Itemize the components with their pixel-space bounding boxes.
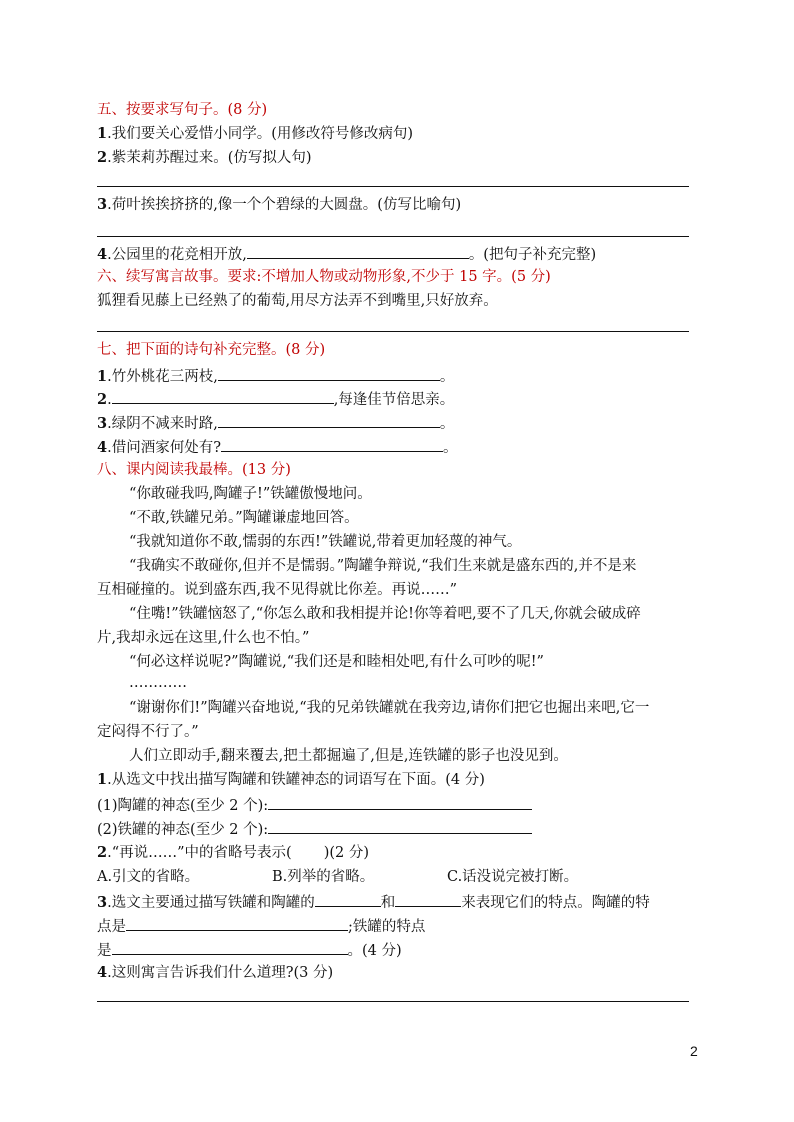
section-7-heading: 七、把下面的诗句补充完整。(8 分) (97, 342, 326, 358)
q-text: 来表现它们的特点。陶罐的特 (461, 895, 650, 911)
passage-paragraph: “我确实不敢碰你,但并不是懦弱。”陶罐争辩说,“我们生来就是盛东西的,并不是来 (129, 558, 637, 574)
fill-blank[interactable] (218, 365, 440, 381)
q-text: (2)铁罐的神态(至少 2 个): (97, 822, 269, 838)
page-number: 2 (690, 1043, 698, 1059)
passage-paragraph: 互相碰撞的。说到盛东西,我不见得就比你差。再说……” (97, 582, 458, 598)
s6-prompt: 狐狸看见藤上已经熟了的葡萄,用尽方法弄不到嘴里,只好放弃。 (97, 293, 498, 309)
q-number: 3 (97, 196, 108, 213)
q-number: 1 (97, 771, 108, 788)
s5-question-4 (97, 243, 596, 265)
passage-paragraph: “何必这样说呢?”陶罐说,“我们还是和睦相处吧,有什么可吵的呢!” (129, 654, 544, 670)
q-number: 3 (97, 894, 108, 911)
fill-blank[interactable] (112, 939, 348, 955)
passage-paragraph: 定闷得不行了。” (97, 724, 199, 740)
q-number: 4 (97, 439, 108, 456)
q-text: 。(4 分) (347, 943, 402, 959)
q-text: 。 (439, 416, 455, 432)
section-6-heading: 六、续写寓言故事。要求:不增加人物或动物形象,不少于 15 字。(5 分) (97, 269, 551, 285)
s8-question-3 (97, 891, 650, 913)
q-text: .绿阴不减来时路, (107, 416, 218, 432)
fill-blank[interactable] (268, 794, 532, 810)
q-text: .借问酒家何处有? (107, 440, 221, 456)
q-number: 4 (97, 246, 108, 263)
q-text: 和 (380, 895, 396, 911)
q-text: )(2 分) (323, 845, 369, 861)
q-text: 。(把句子补充完整) (468, 247, 597, 263)
s8-question-2-options (97, 867, 578, 887)
q-text: .竹外桃花三两枝, (107, 369, 218, 385)
q-number: 2 (97, 391, 108, 408)
passage-paragraph: “你敢碰我吗,陶罐子!”铁罐傲慢地问。 (129, 486, 372, 502)
q-text: ,每逢佳节倍思亲。 (333, 392, 455, 408)
q-number: 2 (97, 149, 108, 166)
passage-paragraph: “我就知道你不敢,懦弱的东西!”铁罐说,带着更加轻蔑的神气。 (129, 534, 522, 550)
q-number: 3 (97, 415, 108, 432)
answer-line[interactable] (97, 236, 689, 237)
option-b[interactable]: B.列举的省略。 (272, 869, 375, 885)
q-text: .荷叶挨挨挤挤的,像一个个碧绿的大圆盘。(仿写比喻句) (107, 197, 462, 213)
fill-blank[interactable] (112, 388, 334, 404)
q-number: 4 (97, 964, 108, 981)
answer-line[interactable] (97, 331, 689, 332)
q-text: .选文主要通过描写铁罐和陶罐的 (107, 895, 315, 911)
s7-poem-2 (97, 388, 454, 410)
option-c[interactable]: C.话没说完被打断。 (447, 869, 579, 885)
s8-question-1a (97, 794, 532, 816)
q-text: 。 (439, 369, 455, 385)
fill-blank[interactable] (315, 891, 381, 907)
s5-question-1 (97, 124, 413, 144)
q-text: .这则寓言告诉我们什么道理?(3 分) (107, 965, 334, 981)
q-text: .从选文中找出描写陶罐和铁罐神态的词语写在下面。(4 分) (107, 772, 485, 788)
s7-poem-3 (97, 412, 454, 434)
q-text: .紫茉莉苏醒过来。(仿写拟人句) (107, 150, 312, 166)
s8-question-3-line2 (97, 915, 425, 937)
fill-blank[interactable] (218, 412, 440, 428)
s8-question-1 (97, 770, 485, 790)
section-5-heading: 五、按要求写句子。(8 分) (97, 102, 268, 118)
passage-paragraph: 人们立即动手,翻来覆去,把土都掘遍了,但是,连铁罐的影子也没见到。 (129, 748, 568, 764)
q-text: .“再说……”中的省略号表示( (107, 845, 292, 861)
fill-blank[interactable] (268, 818, 532, 834)
q-text: . (107, 392, 112, 408)
s8-question-1b (97, 818, 532, 840)
q-number: 1 (97, 125, 108, 142)
q-text: .我们要关心爱惜小同学。(用修改符号修改病句) (107, 126, 414, 142)
fill-blank[interactable] (126, 915, 348, 931)
passage-ellipsis: ………… (129, 675, 187, 691)
fill-blank[interactable] (395, 891, 461, 907)
q-number: 1 (97, 368, 108, 385)
s8-question-4 (97, 963, 333, 983)
s5-question-3 (97, 195, 461, 215)
q-text: 是 (97, 943, 112, 959)
passage-paragraph: 片,我却永远在这里,什么也不怕。” (97, 630, 310, 646)
q-text: 。 (442, 440, 458, 456)
s5-question-2 (97, 148, 312, 168)
q-text: ;铁罐的特点 (348, 919, 426, 935)
passage-paragraph: “不敢,铁罐兄弟。”陶罐谦虚地回答。 (129, 510, 359, 526)
q-text: 点是 (97, 919, 126, 935)
s8-question-2 (97, 843, 369, 863)
q-number: 2 (97, 844, 108, 861)
s7-poem-1 (97, 365, 454, 387)
answer-line[interactable] (97, 1001, 689, 1002)
fill-blank[interactable] (247, 243, 469, 259)
section-8-heading: 八、课内阅读我最棒。(13 分) (97, 462, 291, 478)
option-a[interactable]: A.引文的省略。 (97, 869, 200, 885)
passage-paragraph: “住嘴!”铁罐恼怒了,“你怎么敢和我相提并论!你等着吧,要不了几天,你就会破成碎 (129, 606, 641, 622)
s8-question-3-line3 (97, 939, 402, 961)
passage-paragraph: “谢谢你们!”陶罐兴奋地说,“我的兄弟铁罐就在我旁边,请你们把它也掘出来吧,它一 (129, 700, 650, 716)
q-text: .公园里的花竞相开放, (107, 247, 247, 263)
q-text: (1)陶罐的神态(至少 2 个): (97, 798, 269, 814)
answer-line[interactable] (97, 186, 689, 187)
fill-blank[interactable] (221, 436, 443, 452)
s7-poem-4 (97, 436, 457, 458)
